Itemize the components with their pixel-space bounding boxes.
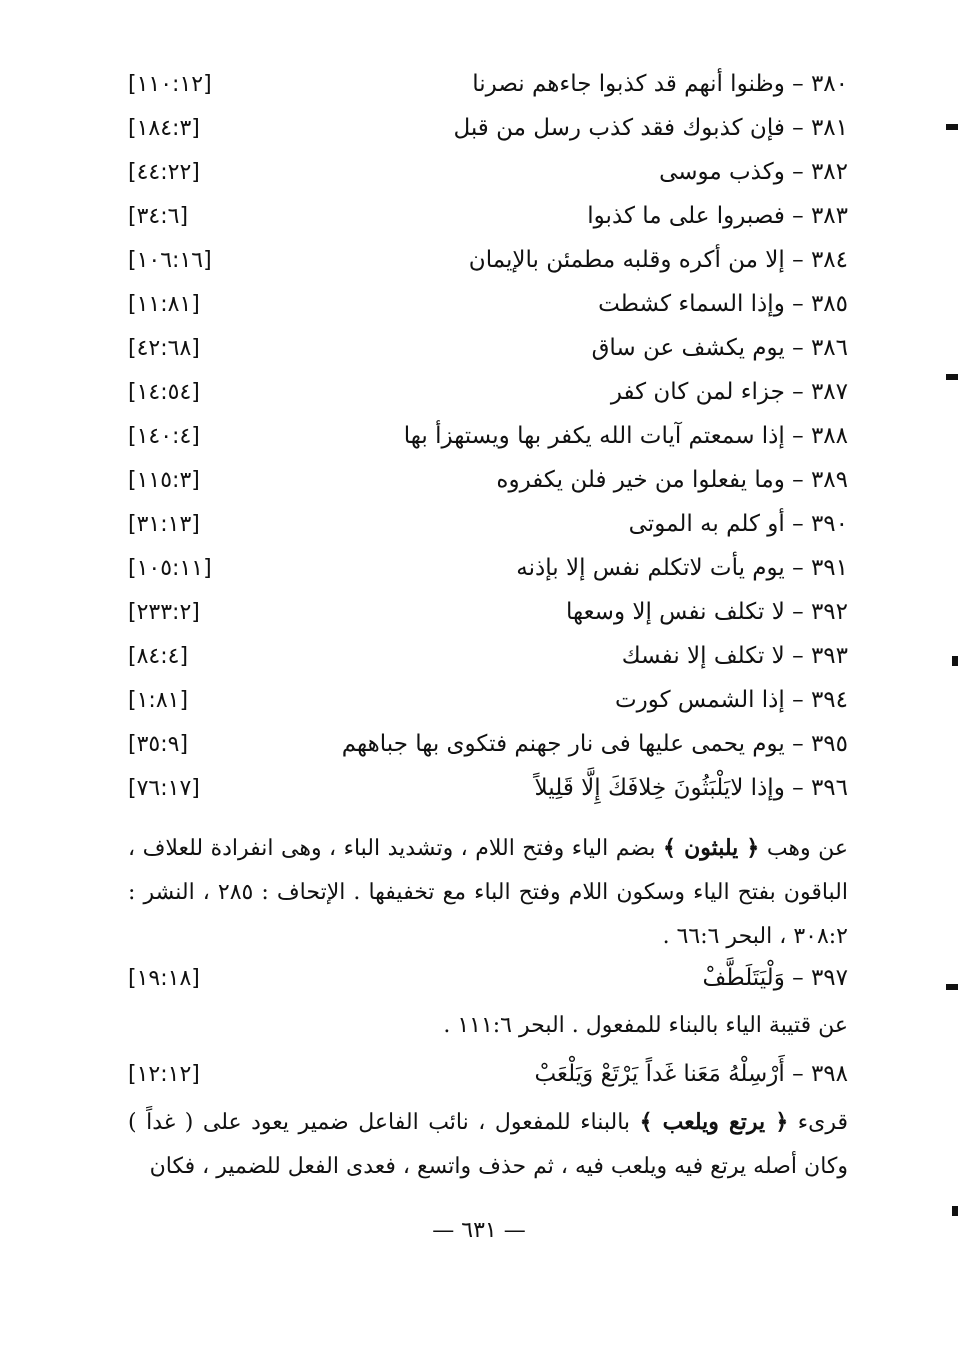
note-398-intro: قرىء bbox=[797, 1110, 848, 1135]
verse-reference: [١١:٨١] bbox=[128, 291, 200, 317]
verse-reference: [٣١:١٣] bbox=[128, 511, 200, 537]
verse-row bbox=[128, 722, 848, 766]
page-number: — ٦٣١ — bbox=[432, 1218, 526, 1243]
note-398-body: بالبناء للمفعول ، نائب الفاعل ضمير يعود على ( غداً ) وكان أصله يرتع فيه ويلعب فيه ، ثم حذف واتسع ، فعدى الفعل للضمير ، فكان bbox=[128, 1110, 848, 1179]
margin-tick-mark bbox=[946, 984, 958, 990]
margin-tick-mark bbox=[952, 656, 958, 666]
verse-reference: [١١٠:١٢] bbox=[128, 71, 212, 97]
verse-text: ٣٨٤ – إلا من أكره وقلبه مطمئن بالإيمان bbox=[468, 247, 848, 273]
verse-text: ٣٩٠ – أو كلم به الموتى bbox=[628, 511, 848, 537]
verse-reference: [١٤٠:٤] bbox=[128, 423, 200, 449]
verse-row bbox=[128, 282, 848, 326]
verse-reference: [١٨٤:٣] bbox=[128, 115, 200, 141]
verse-row bbox=[128, 502, 848, 546]
verse-row-398 bbox=[128, 1052, 848, 1096]
verse-row bbox=[128, 546, 848, 590]
verse-text: ٣٩٦ – وإذا لايَلْبَثُونَ خِلافَكَ إِلَّا قَلِيلاً bbox=[534, 775, 848, 801]
verse-row bbox=[128, 590, 848, 634]
verse-row bbox=[128, 238, 848, 282]
verse-reference: [٢٣٣:٢] bbox=[128, 599, 200, 625]
verse-row bbox=[128, 766, 848, 810]
verse-text: ٣٨٣ – فصبروا على ما كذبوا bbox=[587, 203, 848, 229]
verse-text: ٣٨٩ – وما يفعلوا من خير فلن يكفروه bbox=[496, 467, 848, 493]
verse-row bbox=[128, 150, 848, 194]
verse-text: ٣٩٢ – لا تكلف نفس إلا وسعها bbox=[565, 599, 848, 625]
verse-row bbox=[128, 458, 848, 502]
verse-reference: [١٠٥:١١] bbox=[128, 555, 212, 581]
verse-reference: [١٩:١٨] bbox=[128, 965, 200, 991]
verse-text: ٣٩٧ – وَلْيَتَلَطَّفْ bbox=[702, 965, 848, 991]
verse-reference: [١٤:٥٤] bbox=[128, 379, 200, 405]
verse-reference: [١٢:١٢] bbox=[128, 1061, 200, 1087]
verse-text: ٣٨٥ – وإذا السماء كشطت bbox=[598, 291, 848, 317]
verse-row bbox=[128, 326, 848, 370]
verse-text: ٣٨٦ – يوم يكشف عن ساق bbox=[591, 335, 848, 361]
note-verse-398 bbox=[128, 1100, 848, 1189]
verse-reference: [١٠٦:١٦] bbox=[128, 247, 212, 273]
note-398-term: ﴿ يرتع ويلعب ﴾ bbox=[639, 1109, 789, 1135]
note-396-intro: عن وهب bbox=[766, 836, 848, 861]
verse-row bbox=[128, 62, 848, 106]
verse-row bbox=[128, 678, 848, 722]
verse-text: ٣٨٢ – وكذب موسى bbox=[659, 159, 848, 185]
note-396-body: بضم الياء وفتح اللام ، وتشديد الباء ، وهى انفرادة للعلاف ، الباقون بفتح الياء وسكون اللام وفتح الباء مع تخفيفها . الإتحاف : ٢٨٥ ، النشر : ٣٠٨:٢ ، البحر ٦٦:٦ . bbox=[128, 836, 848, 949]
note-verse-397: عن قتيبة الياء بالبناء للمفعول . البحر ١١١:٦ . bbox=[443, 1013, 848, 1038]
verse-reference: [٣٤:٦] bbox=[128, 203, 189, 229]
verse-row-397 bbox=[128, 956, 848, 1000]
verse-reference: [٤٢:٦٨] bbox=[128, 335, 200, 361]
verse-row bbox=[128, 106, 848, 150]
verse-reference: [٧٦:١٧] bbox=[128, 775, 200, 801]
verse-row bbox=[128, 370, 848, 414]
verse-reference: [١١٥:٣] bbox=[128, 467, 200, 493]
verse-text: ٣٨٧ – جزاء لمن كان كفر bbox=[610, 379, 848, 405]
margin-tick-mark bbox=[946, 374, 958, 380]
margin-tick-mark bbox=[946, 124, 958, 130]
margin-tick-mark bbox=[952, 1206, 958, 1216]
verse-reference: [٨٤:٤] bbox=[128, 643, 189, 669]
verse-row bbox=[128, 634, 848, 678]
verse-text: ٣٨٨ – إذا سمعتم آيات الله يكفر بها ويستهزأ بها bbox=[403, 423, 848, 449]
verse-reference: [٤٤:٢٢] bbox=[128, 159, 200, 185]
verse-text: ٣٨١ – فإن كذبوك فقد كذب رسل من قبل bbox=[453, 115, 848, 141]
verse-text: ٣٩٥ – يوم يحمى عليها فى نار جهنم فتكوى بها جباههم bbox=[341, 731, 848, 757]
verse-row bbox=[128, 194, 848, 238]
verse-text: ٣٩٤ – إذا الشمس كورت bbox=[615, 687, 848, 713]
verse-text: ٣٩٣ – لا تكلف إلا نفسك bbox=[621, 643, 848, 669]
verse-text: ٣٩١ – يوم يأت لاتكلم نفس إلا بإذنه bbox=[516, 555, 848, 581]
verse-text: ٣٨٠ – وظنوا أنهم قد كذبوا جاءهم نصرنا bbox=[472, 71, 848, 97]
note-verse-396 bbox=[128, 826, 848, 959]
verse-row bbox=[128, 414, 848, 458]
verse-reference: [٣٥:٩] bbox=[128, 731, 189, 757]
verse-reference: [١:٨١] bbox=[128, 687, 189, 713]
note-396-term: ﴿ يلبثون ﴾ bbox=[663, 835, 760, 861]
verse-text: ٣٩٨ – أَرْسِلْهُ مَعَنا غَداً يَرْتَعْ وَيَلْعَبْ bbox=[534, 1061, 848, 1087]
